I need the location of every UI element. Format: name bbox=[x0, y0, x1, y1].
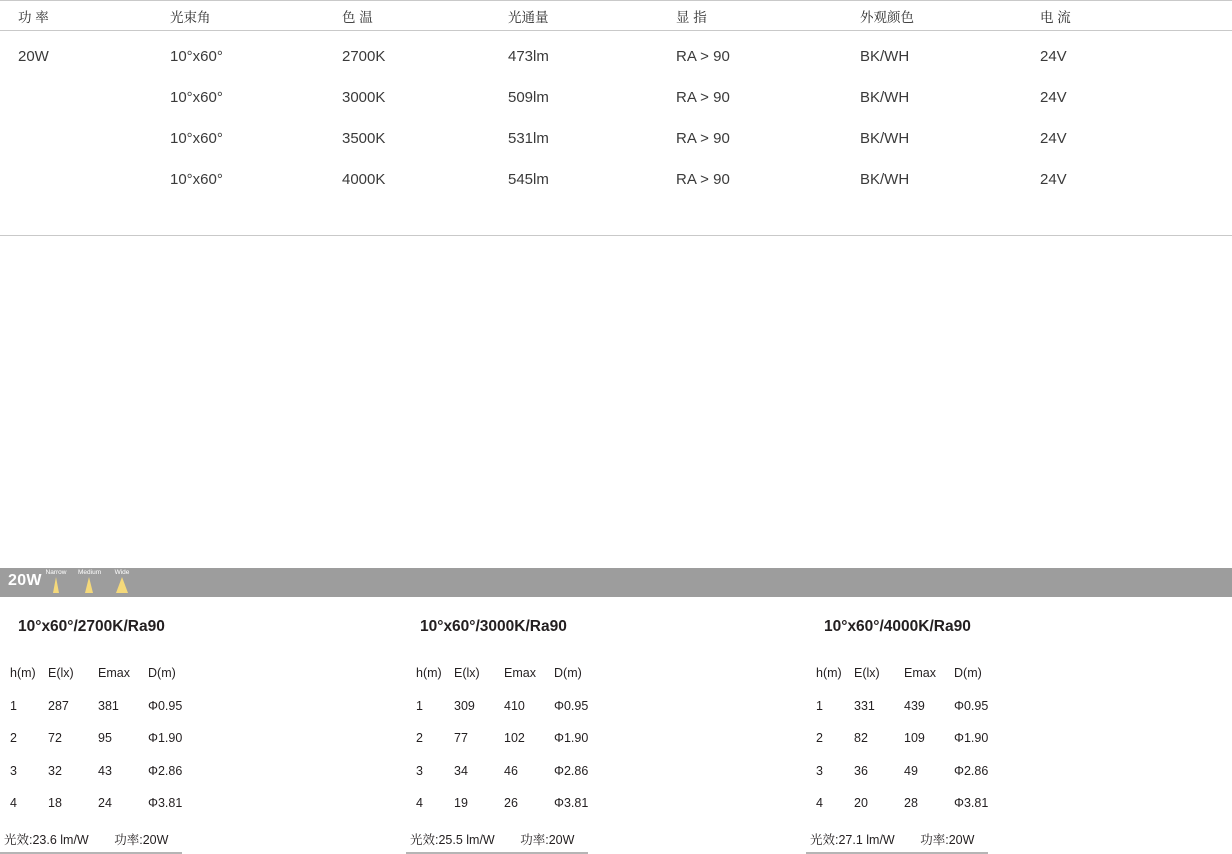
medium-beam-caption: Medium bbox=[78, 569, 102, 576]
ph-emax: 439 bbox=[904, 698, 925, 713]
efficacy-value: 光效:23.6 lm/W bbox=[4, 833, 89, 847]
photometric-title: 10°x60°/3000K/Ra90 bbox=[420, 618, 567, 635]
efficacy-value: 光效:25.5 lm/W bbox=[410, 833, 495, 847]
power-value: 功率:20W bbox=[920, 833, 975, 847]
ph-col-emax: Emax bbox=[504, 666, 536, 680]
column-header-cri: 显 指 bbox=[676, 10, 707, 25]
column-header-current: 电 流 bbox=[1040, 10, 1071, 25]
ph-diameter: Φ3.81 bbox=[554, 796, 589, 810]
ph-illuminance: 82 bbox=[854, 731, 868, 745]
cell-cct: 2700K bbox=[342, 48, 386, 65]
table-header-row bbox=[0, 6, 1232, 30]
ph-height: 4 bbox=[416, 796, 423, 810]
narrow-beam-glyph bbox=[53, 577, 59, 593]
photometric-footer bbox=[810, 830, 974, 848]
cell-finish-color: BK/WH bbox=[860, 48, 910, 65]
cell-beam-angle: 10°x60° bbox=[170, 130, 223, 147]
ph-illuminance: 18 bbox=[48, 796, 62, 810]
ph-col-diameter: D(m) bbox=[148, 666, 176, 680]
ph-illuminance: 331 bbox=[854, 698, 875, 713]
ph-emax: 95 bbox=[98, 731, 112, 745]
ph-diameter: Φ0.95 bbox=[148, 698, 183, 713]
power-value: 功率:20W bbox=[114, 833, 169, 847]
ph-col-emax: Emax bbox=[98, 666, 130, 680]
cell-cri: RA > 90 bbox=[676, 48, 730, 65]
ph-emax: 109 bbox=[904, 731, 925, 745]
cell-luminous-flux: 531lm bbox=[508, 130, 549, 147]
photometric-title: 10°x60°/4000K/Ra90 bbox=[824, 618, 971, 635]
photometric-footer bbox=[410, 830, 574, 848]
cell-beam-angle: 10°x60° bbox=[170, 48, 223, 65]
ph-diameter: Φ1.90 bbox=[148, 731, 183, 745]
table-rule-header bbox=[0, 30, 1232, 31]
cell-beam-angle: 10°x60° bbox=[170, 89, 223, 106]
cell-current: 24V bbox=[1040, 130, 1067, 147]
ph-height: 1 bbox=[10, 698, 17, 713]
ph-emax: 24 bbox=[98, 796, 112, 810]
cell-beam-angle: 10°x60° bbox=[170, 171, 223, 188]
wide-beam-glyph bbox=[116, 577, 128, 593]
ph-diameter: Φ0.95 bbox=[954, 698, 989, 713]
cell-cct: 4000K bbox=[342, 171, 386, 188]
ph-col-height: h(m) bbox=[10, 666, 36, 680]
cell-cct: 3000K bbox=[342, 89, 386, 106]
ph-height: 3 bbox=[816, 763, 823, 778]
ph-col-height: h(m) bbox=[816, 666, 842, 680]
wide-beam-icon bbox=[111, 569, 133, 593]
ph-diameter: Φ2.86 bbox=[554, 763, 589, 778]
cell-cri: RA > 90 bbox=[676, 89, 730, 106]
ph-col-illuminance: E(lx) bbox=[854, 666, 880, 680]
ph-col-emax: Emax bbox=[904, 666, 936, 680]
ph-height: 3 bbox=[10, 763, 17, 778]
narrow-beam-icon bbox=[45, 569, 67, 593]
column-header-power: 功 率 bbox=[18, 10, 49, 25]
ph-emax: 381 bbox=[98, 698, 119, 713]
ph-col-illuminance: E(lx) bbox=[48, 666, 74, 680]
column-header-cct: 色 温 bbox=[342, 10, 373, 25]
cell-cct: 3500K bbox=[342, 130, 386, 147]
cell-power: 20W bbox=[18, 48, 49, 65]
cell-current: 24V bbox=[1040, 171, 1067, 188]
ph-illuminance: 36 bbox=[854, 763, 868, 778]
ph-emax: 49 bbox=[904, 763, 918, 778]
ph-illuminance: 309 bbox=[454, 698, 475, 713]
ph-diameter: Φ1.90 bbox=[954, 731, 989, 745]
ph-height: 2 bbox=[10, 731, 17, 745]
ph-emax: 26 bbox=[504, 796, 518, 810]
medium-beam-glyph bbox=[85, 577, 93, 593]
ph-height: 4 bbox=[10, 796, 17, 810]
column-header-beam-angle: 光束角 bbox=[170, 10, 211, 25]
table-rule-bottom bbox=[0, 235, 1232, 236]
ph-height: 4 bbox=[816, 796, 823, 810]
table-rule-top bbox=[0, 0, 1232, 1]
ph-emax: 410 bbox=[504, 698, 525, 713]
ph-height: 1 bbox=[816, 698, 823, 713]
ph-illuminance: 77 bbox=[454, 731, 468, 745]
ph-diameter: Φ3.81 bbox=[954, 796, 989, 810]
ph-diameter: Φ2.86 bbox=[954, 763, 989, 778]
ph-height: 1 bbox=[416, 698, 423, 713]
ph-diameter: Φ2.86 bbox=[148, 763, 183, 778]
medium-beam-icon bbox=[78, 569, 100, 593]
column-header-luminous-flux: 光通量 bbox=[508, 10, 549, 25]
ph-height: 2 bbox=[816, 731, 823, 745]
ph-illuminance: 287 bbox=[48, 698, 69, 713]
beam-icon-group bbox=[45, 569, 133, 593]
ph-col-illuminance: E(lx) bbox=[454, 666, 480, 680]
cell-current: 24V bbox=[1040, 48, 1067, 65]
cell-finish-color: BK/WH bbox=[860, 130, 910, 147]
ph-illuminance: 72 bbox=[48, 731, 62, 745]
photometric-title: 10°x60°/2700K/Ra90 bbox=[18, 618, 165, 635]
table-row bbox=[0, 171, 1232, 212]
ph-illuminance: 20 bbox=[854, 796, 868, 810]
table-row bbox=[0, 48, 1232, 89]
ph-diameter: Φ1.90 bbox=[554, 731, 589, 745]
ph-col-height: h(m) bbox=[416, 666, 442, 680]
cell-luminous-flux: 545lm bbox=[508, 171, 549, 188]
table-row bbox=[0, 130, 1232, 171]
power-value: 功率:20W bbox=[520, 833, 575, 847]
cell-luminous-flux: 509lm bbox=[508, 89, 549, 106]
narrow-beam-caption: Narrow bbox=[45, 569, 67, 576]
photometric-footer bbox=[4, 830, 168, 848]
ph-emax: 102 bbox=[504, 731, 525, 745]
ph-col-diameter: D(m) bbox=[954, 666, 982, 680]
wide-beam-caption: Wide bbox=[114, 569, 130, 576]
ph-emax: 43 bbox=[98, 763, 112, 778]
cell-cri: RA > 90 bbox=[676, 171, 730, 188]
cell-current: 24V bbox=[1040, 89, 1067, 106]
table-row bbox=[0, 89, 1232, 130]
ph-diameter: Φ3.81 bbox=[148, 796, 183, 810]
ph-illuminance: 19 bbox=[454, 796, 468, 810]
cell-finish-color: BK/WH bbox=[860, 171, 910, 188]
power-band bbox=[0, 568, 1232, 597]
ph-emax: 28 bbox=[904, 796, 918, 810]
ph-height: 3 bbox=[416, 763, 423, 778]
ph-illuminance: 32 bbox=[48, 763, 62, 778]
ph-emax: 46 bbox=[504, 763, 518, 778]
column-header-finish-color: 外观颜色 bbox=[860, 10, 914, 25]
efficacy-value: 光效:27.1 lm/W bbox=[810, 833, 895, 847]
power-band-label: 20W bbox=[8, 572, 42, 589]
ph-illuminance: 34 bbox=[454, 763, 468, 778]
ph-col-diameter: D(m) bbox=[554, 666, 582, 680]
cell-cri: RA > 90 bbox=[676, 130, 730, 147]
ph-diameter: Φ0.95 bbox=[554, 698, 589, 713]
cell-luminous-flux: 473lm bbox=[508, 48, 549, 65]
cell-finish-color: BK/WH bbox=[860, 89, 910, 106]
ph-height: 2 bbox=[416, 731, 423, 745]
